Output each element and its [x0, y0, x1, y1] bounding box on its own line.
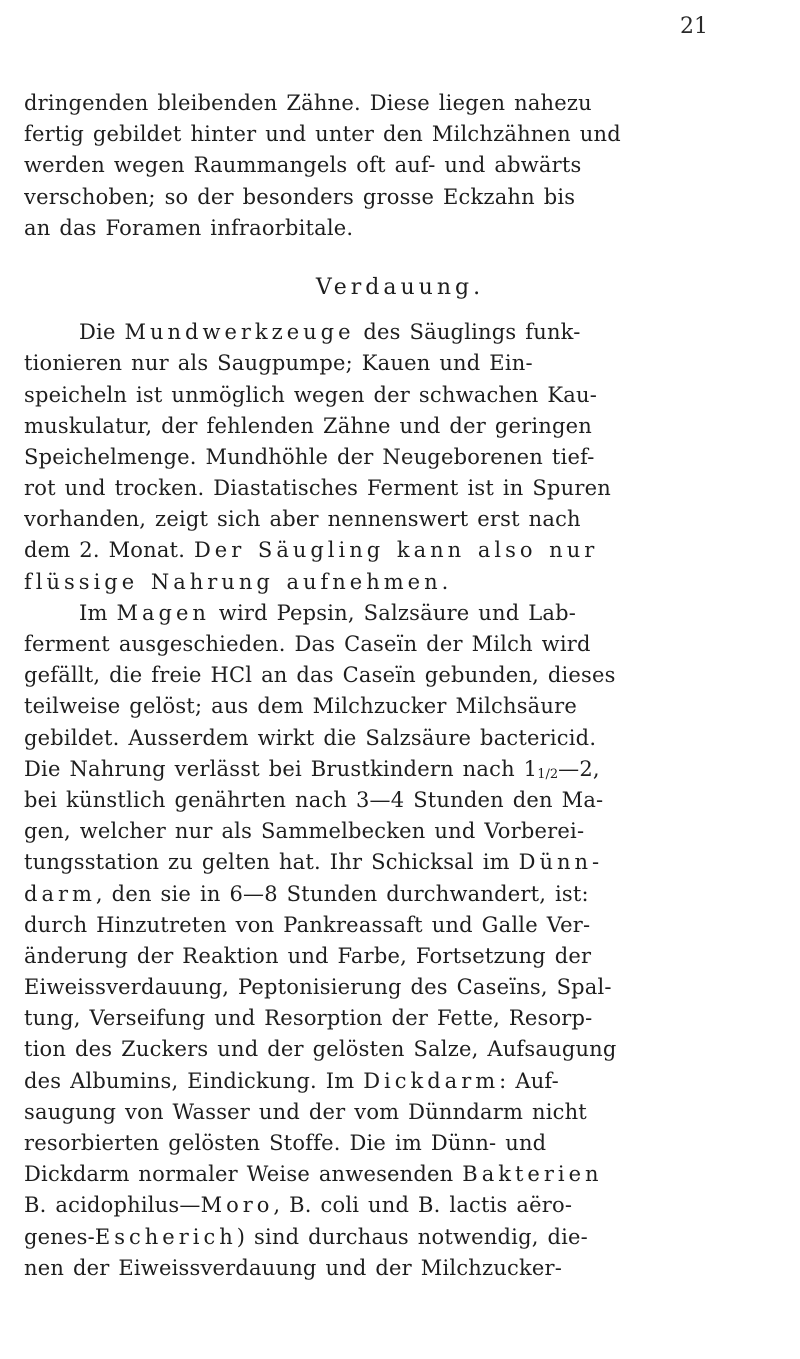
text-line: darm, den sie in 6—8 Stunden durchwandert, ist: — [24, 881, 589, 906]
text-line: durch Hinzutreten von Pankreassaft und Galle Ver- — [24, 912, 591, 937]
page-body — [24, 88, 776, 1284]
text-line: dem 2. Monat. Der Säugling kann also nur — [24, 538, 599, 563]
text-line: speicheln ist unmöglich wegen der schwachen Kau- — [24, 382, 598, 407]
text-line: gefällt, die freie HCl an das Caseïn gebunden, dieses — [24, 663, 616, 688]
spaced-term: Der Säugling kann also nur — [193, 538, 599, 563]
page-number: 21 — [680, 14, 708, 39]
text-line: rot und trocken. Diastatisches Ferment ist in Spuren — [24, 476, 611, 501]
paragraph-mouth — [24, 317, 776, 598]
text-line: tungsstation zu gelten hat. Ihr Schicksal im Dünn- — [24, 850, 604, 875]
text-line: Die Mundwerkzeuge des Säuglings funk- — [79, 320, 581, 345]
text-line: Die Nahrung verlässt bei Brustkindern nach $1_{1/2}—2$, — [24, 756, 600, 782]
spaced-term: Escherich — [94, 1224, 237, 1249]
text-line: des Albumins, Eindickung. Im Dickdarm: Auf- — [24, 1068, 559, 1093]
paragraph-stomach — [24, 598, 776, 1284]
paragraph-teeth — [24, 88, 776, 244]
text-line: tung, Verseifung und Resorption der Fette, Resorp- — [24, 1006, 593, 1031]
text-line: bei künstlich genährten nach 3—4 Stunden den Ma- — [24, 787, 604, 812]
section-heading: Verdauung. — [315, 274, 485, 300]
spaced-term: Dickdarm — [363, 1068, 500, 1093]
spaced-term: Moro — [200, 1193, 274, 1218]
text-line: Eiweissverdauung, Peptonisierung des Caseïns, Spal- — [24, 975, 612, 1000]
text-line: änderung der Reaktion und Farbe, Fortsetzung der — [24, 943, 592, 968]
text-line: gen, welcher nur als Sammelbecken und Vorberei- — [24, 819, 585, 844]
text-line: verschoben; so der besonders grosse Eckzahn bis — [24, 184, 576, 209]
spaced-term: Mundwerkzeuge — [124, 320, 355, 345]
spaced-term: Dünn- — [518, 850, 604, 875]
text-line: tionieren nur als Saugpumpe; Kauen und Ein- — [24, 351, 533, 376]
fraction: 1/2 — [537, 766, 559, 782]
text-line: resorbierten gelösten Stoffe. Die im Dünn- und — [24, 1131, 547, 1155]
text-line: vorhanden, zeigt sich aber nennenswert erst nach — [24, 507, 581, 532]
text-line: ferment ausgeschieden. Das Caseïn der Milch wird — [24, 632, 591, 656]
text-line: an das Foramen infraorbitale. — [24, 215, 354, 240]
text-line: teilweise gelöst; aus dem Milchzucker Milchsäure — [24, 694, 577, 719]
spaced-term: Bakterien — [462, 1162, 603, 1187]
spaced-term: darm — [24, 881, 96, 906]
spaced-term: Magen — [116, 600, 210, 625]
text-line: Dickdarm normaler Weise anwesenden Bakterien — [24, 1162, 603, 1187]
text-line: nen der Eiweissverdauung und der Milchzucker- — [24, 1255, 563, 1280]
text-line: muskulatur, der fehlenden Zähne und der geringen — [24, 413, 592, 438]
text-line: werden wegen Raummangels oft auf- und abwärts — [24, 153, 582, 178]
text-line: genes-Escherich) sind durchaus notwendig, die- — [24, 1224, 588, 1249]
text-line: saugung von Wasser und der vom Dünndarm nicht — [24, 1099, 587, 1124]
text-line: Speichelmenge. Mundhöhle der Neugeborenen tief- — [24, 444, 595, 469]
text-line: gebildet. Ausserdem wirkt die Salzsäure bactericid. — [24, 725, 597, 750]
text-line: flüssige Nahrung aufnehmen. — [24, 569, 453, 594]
text-line: fertig gebildet hinter und unter den Milchzähnen und — [24, 122, 621, 147]
text-line: Im Magen wird Pepsin, Salzsäure und Lab- — [79, 600, 577, 625]
text-line: tion des Zuckers und der gelösten Salze, Aufsaugung — [24, 1037, 617, 1062]
text-line: B. acidophilus—Moro, B. coli und B. lactis aëro- — [24, 1193, 573, 1218]
text-line: dringenden bleibenden Zähne. Diese liegen nahezu — [24, 91, 592, 115]
